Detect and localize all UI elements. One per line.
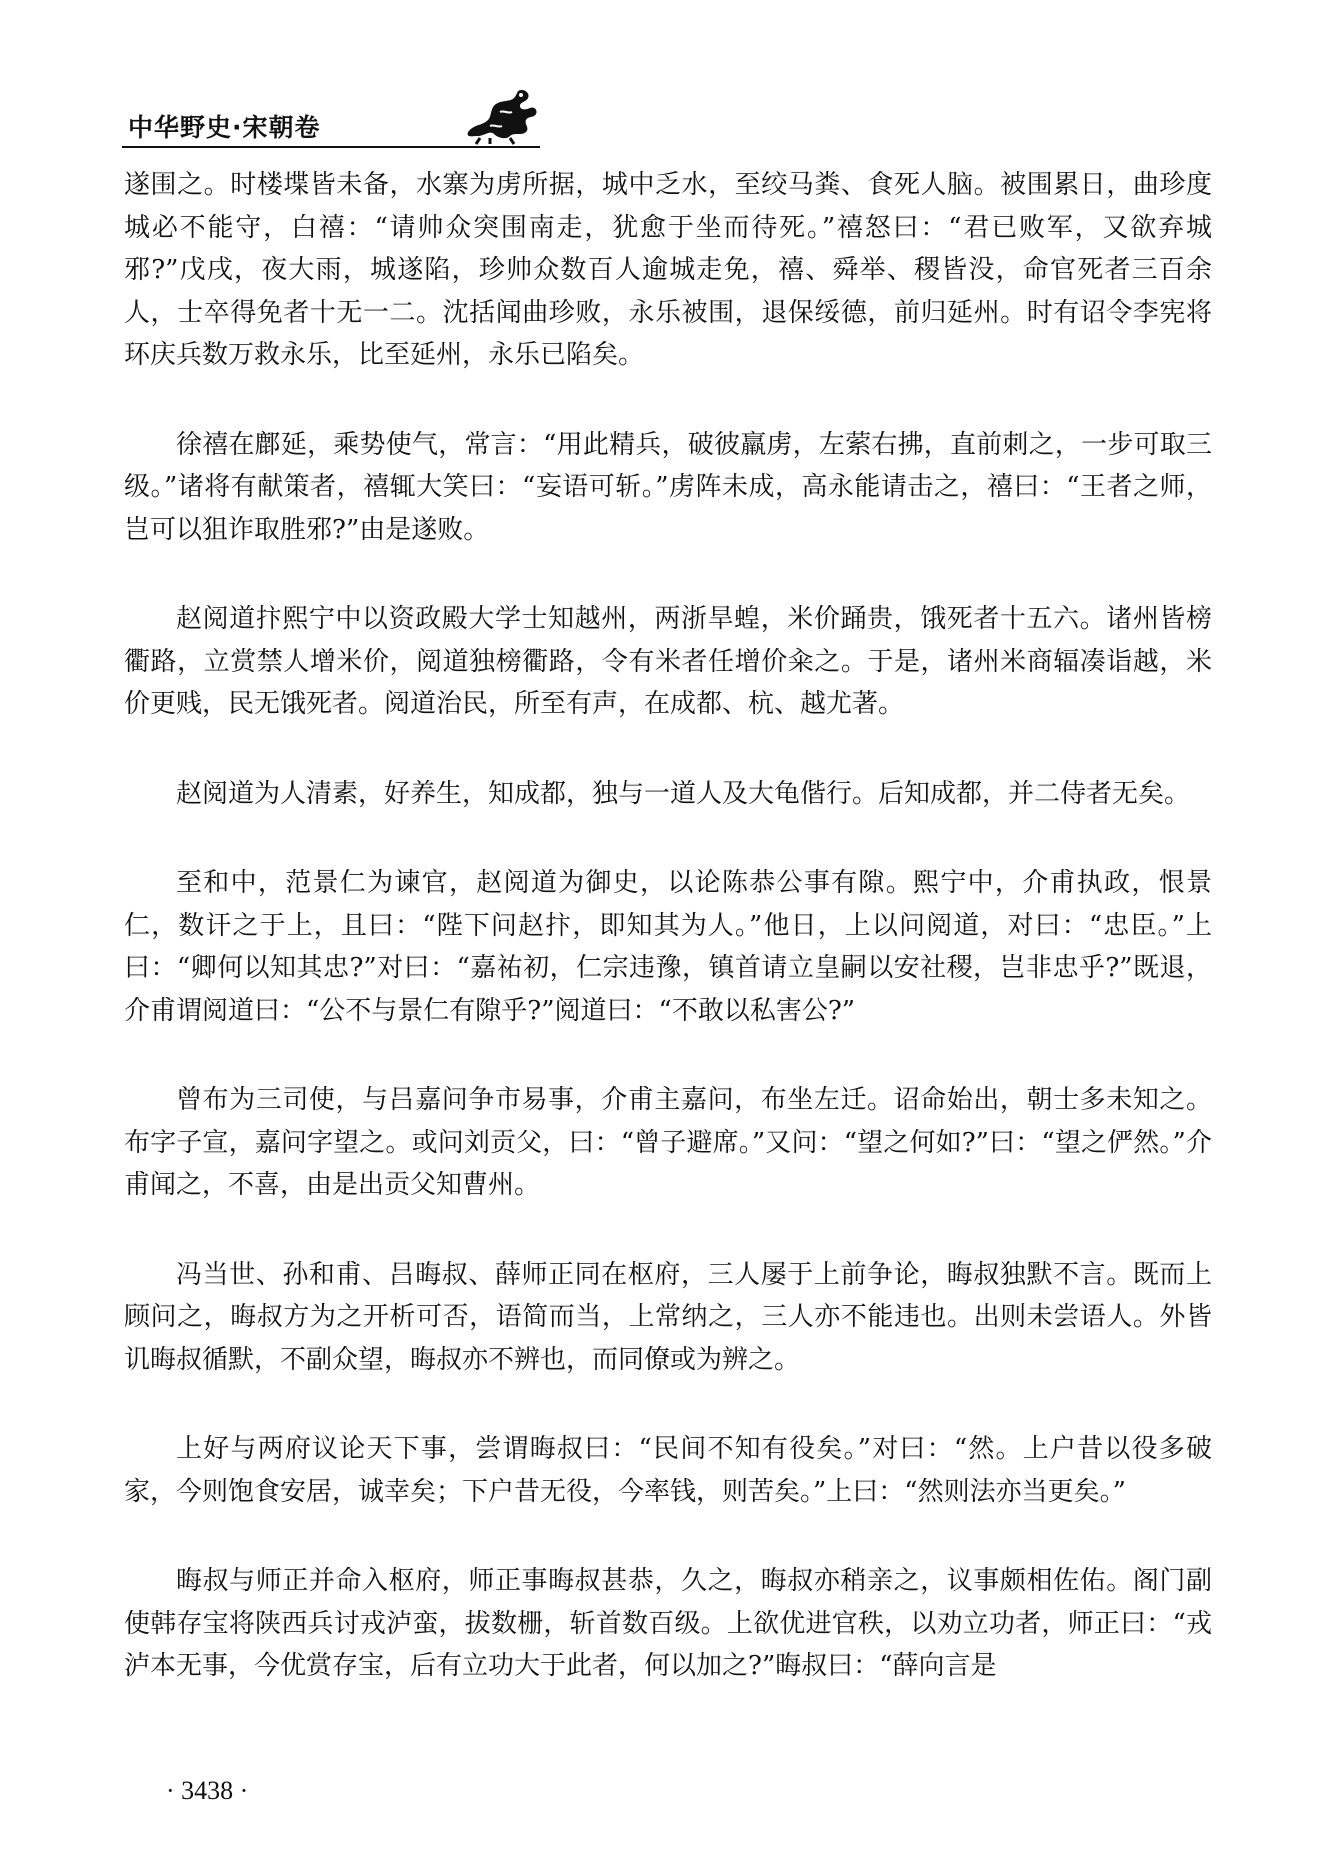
paragraph-6: 曾布为三司使，与吕嘉问争市易事，介甫主嘉问，布坐左迁。诏命始出，朝士多未知之。布字子宣，嘉问字望之。或问刘贡父，曰：“曾子避席。”又问：“望之何如?”曰：“望之俨然。”介甫闻之，不喜，由是出贡父知曹州。 (124, 1085, 1212, 1200)
paragraph-3: 赵阅道抃熙宁中以资政殿大学士知越州，两浙旱蝗，米价踊贵，饿死者十五六。诸州皆榜衢路，立赏禁人增米价，阅道独榜衢路，令有米者任增价籴之。于是，诸州米商辐凑诣越，米价更贱，民无饿死者。阅道治民，所至有声，在成都、杭、越尤著。 (124, 604, 1212, 719)
paragraph-7: 冯当世、孙和甫、吕晦叔、薛师正同在枢府，三人屡于上前争论，晦叔独默不言。既而上顾问之，晦叔方为之开析可否，语简而当，上常纳之，三人亦不能违也。出则未尝语人。外皆讥晦叔循默，不副众望，晦叔亦不辨也，而同僚或为辨之。 (124, 1259, 1212, 1375)
page-number: · 3438 · (166, 1776, 249, 1805)
dragon-icon (460, 86, 544, 146)
paragraph-5: 至和中，范景仁为谏官，赵阅道为御史，以论陈恭公事有隙。熙宁中，介甫执政，恨景仁，数讦之于上，且曰：“陛下问赵抃，即知其为人。”他日，上以问阅道，对曰：“忠臣。”上曰：“卿何以知其忠?”对曰：“嘉祐初，仁宗违豫，镇首请立皇嗣以安社稷，岂非忠乎?”既退，介甫谓阅道曰：“公不与景仁有隙乎?”阅道曰：“不敢以私害公?” (124, 868, 1212, 1026)
paragraph-8: 上好与两府议论天下事，尝谓晦叔曰：“民间不知有役矣。”对曰：“然。上户昔以役多破家，今则饱食安居，诚幸矣；下户昔无役，今率钱，则苦矣。”上曰：“然则法亦当更矣。” (124, 1434, 1212, 1507)
header-rule (122, 146, 540, 148)
book-title: 中华野史·宋朝卷 (128, 113, 321, 142)
paragraph-1: 遂围之。时楼堞皆未备，水寨为虏所据，城中乏水，至绞马粪、食死人脑。被围累日，曲珍度城必不能守，白禧：“请帅众突围南走，犹愈于坐而待死。”禧怒曰：“君已败军，又欲弃城邪?”戊戌，夜大雨，城遂陷，珍帅众数百人逾城走免，禧、舜举、稷皆没，命官死者三百余人，士卒得免者十无一二。沈括闻曲珍败，永乐被围，退保绥德，前归延州。时有诏令李宪将环庆兵数万救永乐，比至延州，永乐已陷矣。 (124, 170, 1212, 370)
paragraph-9: 晦叔与师正并命入枢府，师正事晦叔甚恭，久之，晦叔亦稍亲之，议事颇相佐佑。阁门副使韩存宝将陕西兵讨戎泸蛮，拔数栅，斩首数百级。上欲优进官秩，以劝立功者，师正曰：“戎泸本无事，今优赏存宝，后有立功大于此者，何以加之?”晦叔曰：“薛向言是 (124, 1566, 1212, 1681)
page-body (124, 164, 1212, 1735)
running-header (122, 98, 540, 148)
paragraph-4: 赵阅道为人清素，好养生，知成都，独与一道人及大龟偕行。后知成都，并二侍者无矣。 (176, 778, 1191, 809)
paragraph-2: 徐禧在鄜延，乘势使气，常言：“用此精兵，破彼羸虏，左萦右拂，直前刺之，一步可取三级。”诸将有献策者，禧辄大笑曰：“妄语可斩。”虏阵未成，高永能请击之，禧曰：“王者之师，岂可以狙诈取胜邪?”由是遂败。 (124, 429, 1212, 545)
